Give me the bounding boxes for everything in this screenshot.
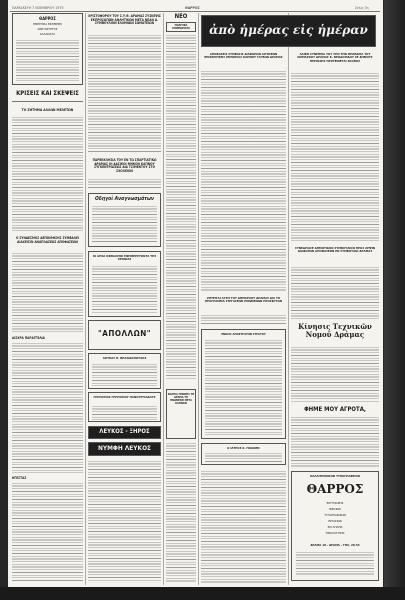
scan-edge-right: [384, 0, 405, 600]
column-title-neo: ΝΕΟ: [174, 13, 188, 20]
article-body: [88, 35, 161, 153]
column-1: [12, 13, 83, 585]
kinesis-heading: Κίνησις Τεχνικῶν Νομοῦ Δράμας: [298, 322, 372, 340]
tharros-ad-line: ΕΡΓΑΣΙΩΝ: [328, 519, 342, 523]
advert-title: ΓΡΗΓΟΡΙΟΣ ΓΡΗΓΟΡΙΟΥ ΠΑΝΟΥΡΓΙΑΔΟΥΣ: [93, 395, 156, 399]
advert-box: [88, 392, 161, 422]
header-page-number: Σελίς 3η: [355, 6, 369, 10]
article-headline: ΠΑΡΕΚΚΛΗΣΙΑ ΤΟΥ ΕΝ ΤΩ ΣΠΑΡΤΙΑΤΙΚΩ ΔΡΑΜΑΣ ΟΙ ΔΑΣΙΚΟΙ ΜΗΚΟΝ ΚΑΠΝΟΥ ΣΥΓΚΕΝΤΡΩΣΕΩΣ ΔΙΑ ΤΣΙΜΕΝΤΟΥ ΣΤΟ ΣΧΟΛΕΙΟΝ: [92, 158, 157, 174]
banner-nymfi-leukos: [88, 442, 161, 456]
doctors-box: [88, 251, 161, 317]
masthead-line: ΑΝΕΞΑΡΤΗΤΟΣ: [37, 27, 58, 31]
column-title: ΠΟΛΙΤΙΚΑ ΣΗΜΕΙΩΜΑΤΑ: [172, 24, 190, 30]
banner-leukos-xiros: [88, 426, 161, 439]
guide-text: [92, 206, 157, 244]
article-body: [201, 315, 286, 325]
tharros-ad-address: ΔΡΑΜΑ 18 - ΔΡΑΜΑ - ΤΗΛ. 28-53: [310, 543, 360, 547]
banner-text: ΛΕΥΚΟΣ - ΞΗΡΟΣ: [99, 428, 150, 435]
article-body: [166, 443, 196, 583]
tharros-ad: [291, 471, 379, 581]
article-body: [12, 253, 83, 333]
article-headline: ΧΡΙΣΤΟΦΟΡΟΥ ΤΟΥ Σ.Υ.Θ. ΔΡΑΜΑΣ ΣΥΣΚΕΨΙΣ ΕΚΠΡΟΣΩΠΩΝ ΑΘΛΗΤΙΚΩΝ ΜΕΤΑ ΝΕΑΝ Δ. ΣΥΜΒΟΥΛΙΟΝ ΕΛΛΗΝΩΝ ΣΩΜΑΤΕΙΩΝ: [88, 14, 161, 26]
small-heading: ΑΙΣΧΡΑ ΠΑΡΑΓΓΕΛΙΑ: [12, 336, 45, 340]
article-body: [12, 483, 83, 583]
doctors-list: [92, 266, 157, 314]
article-headline: ΣΥΝΕΔΡΙΑΣΕ ΔΗΜΟΤΙΚΟΝ ΣΥΜΒΟΥΛΙΟΝ ΠΡΟΣ ΛΗΨΙΝ ΔΙΑΦΟΡΩΝ ΑΠΟΦΑΣΕΩΝ ΕΝ ΣΥΜΒΟΥΛΙΩ ΔΡΑΜΑΣ: [294, 246, 376, 254]
guide-title: Οδηγοί Αναγνωσμάτων: [94, 196, 155, 202]
rule: [12, 101, 83, 102]
column-rule: [163, 13, 164, 585]
column-2: [88, 13, 161, 585]
tharros-ad-line: ΕΙΣ ΑΠΛΗΝ: [327, 525, 343, 529]
column-5: [291, 13, 379, 585]
article-headline: ΖΗΤΕΙΤΑΙ ΛΥΣΗ ΤΟΥ ΔΗΜΑΡΧΟΥ ΔΡΑΜΑΣ ΔΙΑ ΤΟ ΠΡΟΓΡΑΜΜΑ ΣΤΕΓΑΣΕΩΝ ΗΝΩΜΕΝΩΝ ΠΡΟΣΦΥΓΩΝ: [204, 296, 283, 304]
masthead-box: [12, 13, 83, 85]
notice-text: ΣΚΟΠΙΑ ΓΕΝΙΚΗΣ ΤΗ ΔΡΑΜΑ ΤΗ ΗΝΩΜΕΝΗ ΜΕΤΑ ΚΑΠΝΟΝ: [167, 393, 195, 405]
tharros-ad-line: ΒΙΒΛΙΩΝ: [329, 507, 341, 511]
article-body: [12, 343, 83, 473]
scan-edge-bottom: [0, 587, 405, 600]
article-headline: ΑΠΟΦΑΣΕΙΣ ΣΥΜΒΑΣΙΣ ΔΙΑΦΟΡΩΝ ΑΙΤΗΣΕΩΝ ΕΠΙΧΕΙΡΗΣΕΙΣ ΕΜΠΟΡΙΑΣ ΚΑΠΝΟΥ ΤΑΞΕΩΝ ΔΡΑΜΑΣ: [204, 52, 283, 60]
apollon-ad: [88, 320, 161, 350]
doctor-ad: [201, 443, 286, 465]
tharros-ad-line: ΤΙΜΟΛΟΓΗΣΙΝ: [325, 531, 345, 535]
fimi-heading: ΦΗΜΕ ΜΟΥ ΑΓΡΟΤΑ,: [304, 406, 366, 413]
advert-text: [92, 364, 157, 386]
column-rule: [198, 13, 199, 585]
doctor-ad-text: [205, 453, 282, 463]
tharros-ad-top: ΚΑΛΛΙΤΕΧΝΙΚΟΝ ΤΥΠΟΓΡΑΦΕΙΟΝ: [310, 474, 360, 478]
column-rule: [288, 13, 289, 585]
tharros-ad-title: ΘΑΡΡΟΣ: [306, 482, 364, 496]
tharros-ad-line: ΕΚΤΥΠΩΣΕΙΣ: [326, 501, 344, 505]
header-rule: [10, 11, 380, 12]
column-title-box: [166, 22, 196, 32]
article-subhead: Ο ΣΥΝΔΕΣΜΟΣ ΔΕΠΟΙΘΗΣΗΣ ΣΥΜΒΑΛΕΙ ΔΙΑΧΕΙΣΙΝ ΑΝΑΠΛΑΣΕΩΣ ΑΠΟΦΑΣΕΩΝ: [15, 236, 80, 244]
section-banner-title: ἀπὸ ἡμέρας εἰς ἡμέραν: [209, 23, 368, 37]
masthead-line: ΘΑΡΡΟΣ: [39, 16, 56, 21]
column-rule: [85, 13, 86, 585]
tharros-ad-line: ΤΥΠΟΓΡΑΦΙΚΩΝ: [324, 513, 346, 517]
section-heading: ΚΡΙΣΕΙΣ ΚΑΙ ΣΚΕΨΕΙΣ: [16, 90, 79, 97]
article-body: [291, 347, 379, 403]
masthead-line: ΗΜΕΡΗΣΙΑ ΕΦΗΜΕΡΙΣ: [33, 22, 62, 26]
doctor-ad-title: Ο ΙΑΤΡΟΣ Κ. ΓΚΙΩΝΗΣ: [227, 446, 260, 450]
ad-title: ΕΝΩΣΙΣ ΑΠΟΣΤΡΑΤΩΝ ΣΤΡΑΤΟΥ: [221, 332, 266, 336]
guide-box: [88, 193, 161, 247]
advert-text: [92, 406, 157, 420]
notice-box: [166, 389, 196, 439]
article-body: [12, 117, 83, 233]
article-body: [88, 461, 161, 581]
advert-title: ΛΟΥΚΑΣ Π. ΒΡΑΣΙΔΟΠΟΥΛΟΣ: [102, 356, 147, 360]
article-headline: ΛΑΙΚΗ ΣΥΝΕΠΕΙΑ ΤΟΥ ΥΠΟ ΤΗΝ ΠΡΟΕΔΡΙΑ ΤΟΥ ΝΟΜΑΡΧΟΥ ΔΡΑΜΑΣ Κ. ΘΕΟΔΟΡΙΔΟΥ ΣΕ ΔΗΜΟΥΣ ΠΕΡΙΟΧΗΣ ΠΡΟΤΕΙΝΕΤΑΙ ΣΚΟΠΟΣ: [297, 52, 373, 63]
header-masthead: ΘΑΡΡΟΣ: [185, 6, 200, 10]
apollon-title: "ΑΠΟΛΛΩΝ": [98, 329, 151, 338]
tharros-ad-text: [296, 552, 374, 576]
advert-box: [88, 353, 161, 389]
article-body: [88, 179, 161, 189]
article-body: [291, 417, 379, 467]
article-body: [201, 71, 286, 291]
article-headline: ΤΟ ΖΗΤΗΜΑ ΑΛΛΩΝ ΜΕΛΕΤΩΝ: [21, 108, 74, 112]
ad-box: [201, 329, 286, 439]
doctors-title: ΟΙ ΑΡΧΑ ΟΦΘΑΛΜΟΙ ΕΦΗΜΕΡΕΥΟΝΤΑ ΤΗΣ ΧΡΟΝΙΑΣ: [92, 254, 157, 262]
article-body: [291, 73, 379, 243]
header-date: ΠΑΡΑΣΚΕΥΗ 7 ΝΟΕΜΒΡΙΟΥ 1975: [12, 6, 64, 10]
article-body: [166, 35, 196, 380]
small-heading: ΗΓΕΣΤΑΣ: [12, 476, 27, 480]
column-3: [166, 13, 196, 585]
article-body: [291, 267, 379, 319]
ad-text: [205, 340, 282, 436]
article-body: [201, 471, 286, 583]
masthead-text: [16, 40, 79, 82]
banner-text: ΝΥΜΦΗ ΛΕΥΚΟΣ: [97, 444, 152, 452]
masthead-line: ΚΑΛΑΜΑΤΑ: [40, 32, 55, 36]
